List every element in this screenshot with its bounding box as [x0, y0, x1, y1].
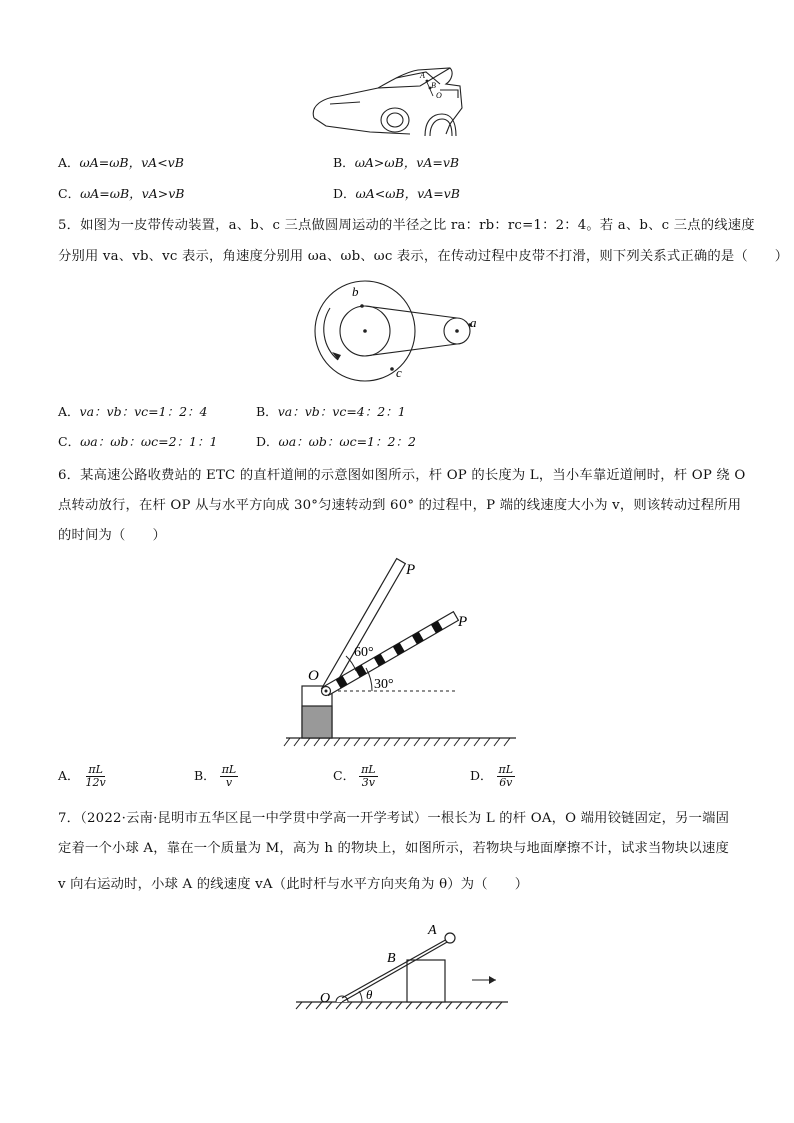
- rod-label-theta: θ: [366, 987, 373, 1002]
- q6-option-a: A． $\frac{\pi L}{12v}$: [58, 763, 106, 789]
- q5-option-a: A．va：vb：vc=1：2：4: [58, 404, 208, 419]
- car-label-B: B: [431, 81, 436, 90]
- q6-stem-line2: 点转动放行，在杆 OP 从与水平方向成 30°匀速转动到 60° 的过程中，P 端的线速度大小为 v，则该转动过程所用: [58, 498, 742, 513]
- q6-option-b: B． $\frac{\pi L}{v}$: [194, 763, 237, 789]
- q4-option-a: A．ωA=ωB，vA<vB: [58, 155, 184, 170]
- q5-option-c: C．ωa：ωb：ωc=2：1：1: [58, 434, 218, 449]
- car-label-O: O: [436, 91, 442, 100]
- rod-label-a: A: [428, 923, 437, 938]
- q6-option-d: D． $\frac{\pi L}{6v}$: [470, 763, 514, 789]
- q7-stem-line3: v 向右运动时，小球 A 的线速度 vA（此时杆与水平方向夹角为 θ）为（ ）: [58, 877, 529, 892]
- etc-gate-figure: [280, 552, 520, 752]
- q5-option-d: D．ωa：ωb：ωc=1：2：2: [256, 434, 416, 449]
- q7-stem-line1: 7．（2022·云南·昆明市五华区昆一中学贯中学高一开学考试）一根长为 L 的杆 OA，O 端用铰链固定，另一端固: [58, 811, 730, 826]
- gate-angle-30: 30°: [374, 677, 394, 692]
- q6-stem-line1: 6．某高速公路收费站的 ETC 的直杆道闸的示意图如图所示，杆 OP 的长度为 L，当小车靠近道闸时，杆 OP 绕 O: [58, 468, 746, 483]
- gate-label-p-lower: P: [458, 614, 468, 630]
- belt-drive-figure: [308, 278, 518, 384]
- q6-option-c: C． $\frac{\pi L}{3v}$: [333, 763, 376, 789]
- rod-label-b: B: [387, 951, 396, 966]
- q7-stem-line2: 定着一个小球 A，靠在一个质量为 M，高为 h 的物块上，如图所示，若物块与地面摩擦不计，试求当物块以速度: [58, 841, 729, 856]
- q5-stem-line1: 5．如图为一皮带传动装置，a、b、c 三点做圆周运动的半径之比 ra：rb：rc=1：2：4。若 a、b、c 三点的线速度: [58, 218, 755, 233]
- car-label-A: A: [420, 71, 425, 80]
- q5-option-b: B．va：vb：vc=4：2：1: [256, 404, 406, 419]
- q6-stem-line3: 的时间为（ ）: [58, 528, 166, 543]
- q4-option-c: C．ωA=ωB，vA>vB: [58, 186, 185, 201]
- rod-label-o: O: [320, 991, 331, 1006]
- gate-angle-60: 60°: [354, 645, 374, 660]
- gate-label-p-upper: P: [406, 562, 416, 578]
- gate-label-o: O: [308, 668, 319, 684]
- q4-option-d: D．ωA<ωB，vA=vB: [333, 186, 460, 201]
- q5-stem-line2: 分别用 va、vb、vc 表示，角速度分别用 ωa、ωb、ωc 表示，在传动过程中皮带不打滑，则下列关系式正确的是（ ）: [58, 249, 789, 264]
- belt-label-b: b: [352, 284, 359, 299]
- q4-option-b: B．ωA>ωB，vA=vB: [333, 155, 460, 170]
- car-figure: [300, 58, 470, 138]
- belt-label-c: c: [396, 365, 402, 380]
- rod-block-figure: [292, 918, 512, 1014]
- belt-label-a: a: [470, 315, 477, 330]
